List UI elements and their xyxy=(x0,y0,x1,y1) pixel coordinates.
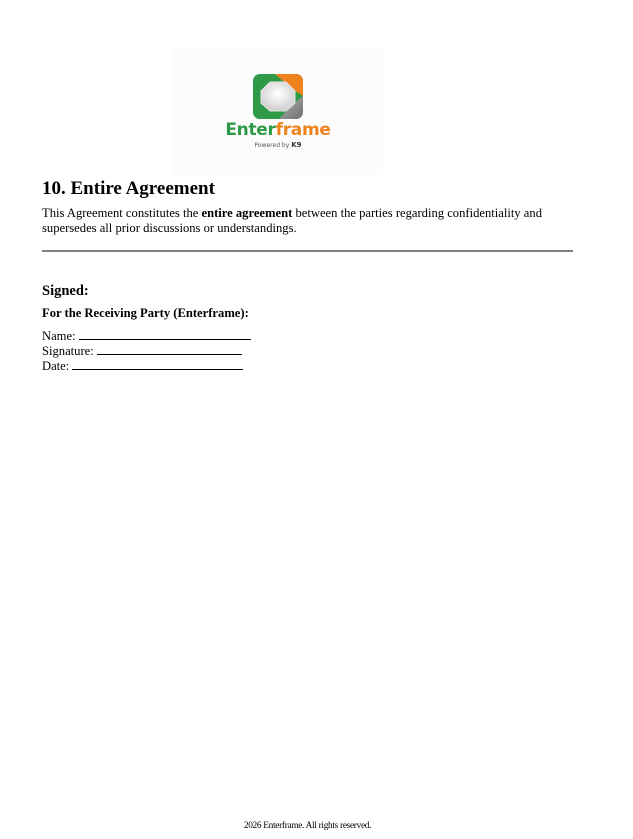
signature-field-row xyxy=(42,343,251,358)
paragraph-text-end: between the parties regarding confidentiality and supersedes all prior discussions or understandings. xyxy=(42,206,542,235)
enterframe-shutter-logo-icon xyxy=(253,74,303,119)
logo-powered-prefix: Powered by xyxy=(254,142,292,149)
section-paragraph xyxy=(42,206,582,236)
name-field-line[interactable] xyxy=(79,328,251,340)
logo-wordmark-enter: Enter xyxy=(225,120,276,140)
date-field-row xyxy=(42,358,251,373)
logo-wordmark-frame: frame xyxy=(275,120,331,140)
logo-powered-brand: K9 xyxy=(291,141,302,149)
section-title: 10. Entire Agreement xyxy=(42,178,215,199)
date-field-label: Date: xyxy=(42,358,70,373)
paragraph-text-start: This Agreement constitutes the xyxy=(42,206,202,220)
signature-fields xyxy=(42,328,251,372)
receiving-party-label: For the Receiving Party (Enterframe): xyxy=(42,306,249,320)
signature-field-label: Signature: xyxy=(42,343,94,358)
paragraph-bold-term: entire agreement xyxy=(201,206,293,220)
signed-heading: Signed: xyxy=(42,283,89,299)
company-logo xyxy=(173,48,383,175)
page-footer: 2026 Enterframe. All rights reserved. xyxy=(243,821,372,831)
logo-tagline xyxy=(173,141,383,149)
date-field-line[interactable] xyxy=(72,358,243,370)
signature-field-line[interactable] xyxy=(97,343,242,355)
name-field-row xyxy=(42,328,251,343)
horizontal-divider xyxy=(42,250,573,252)
logo-wordmark xyxy=(173,120,383,140)
name-field-label: Name: xyxy=(42,329,76,343)
